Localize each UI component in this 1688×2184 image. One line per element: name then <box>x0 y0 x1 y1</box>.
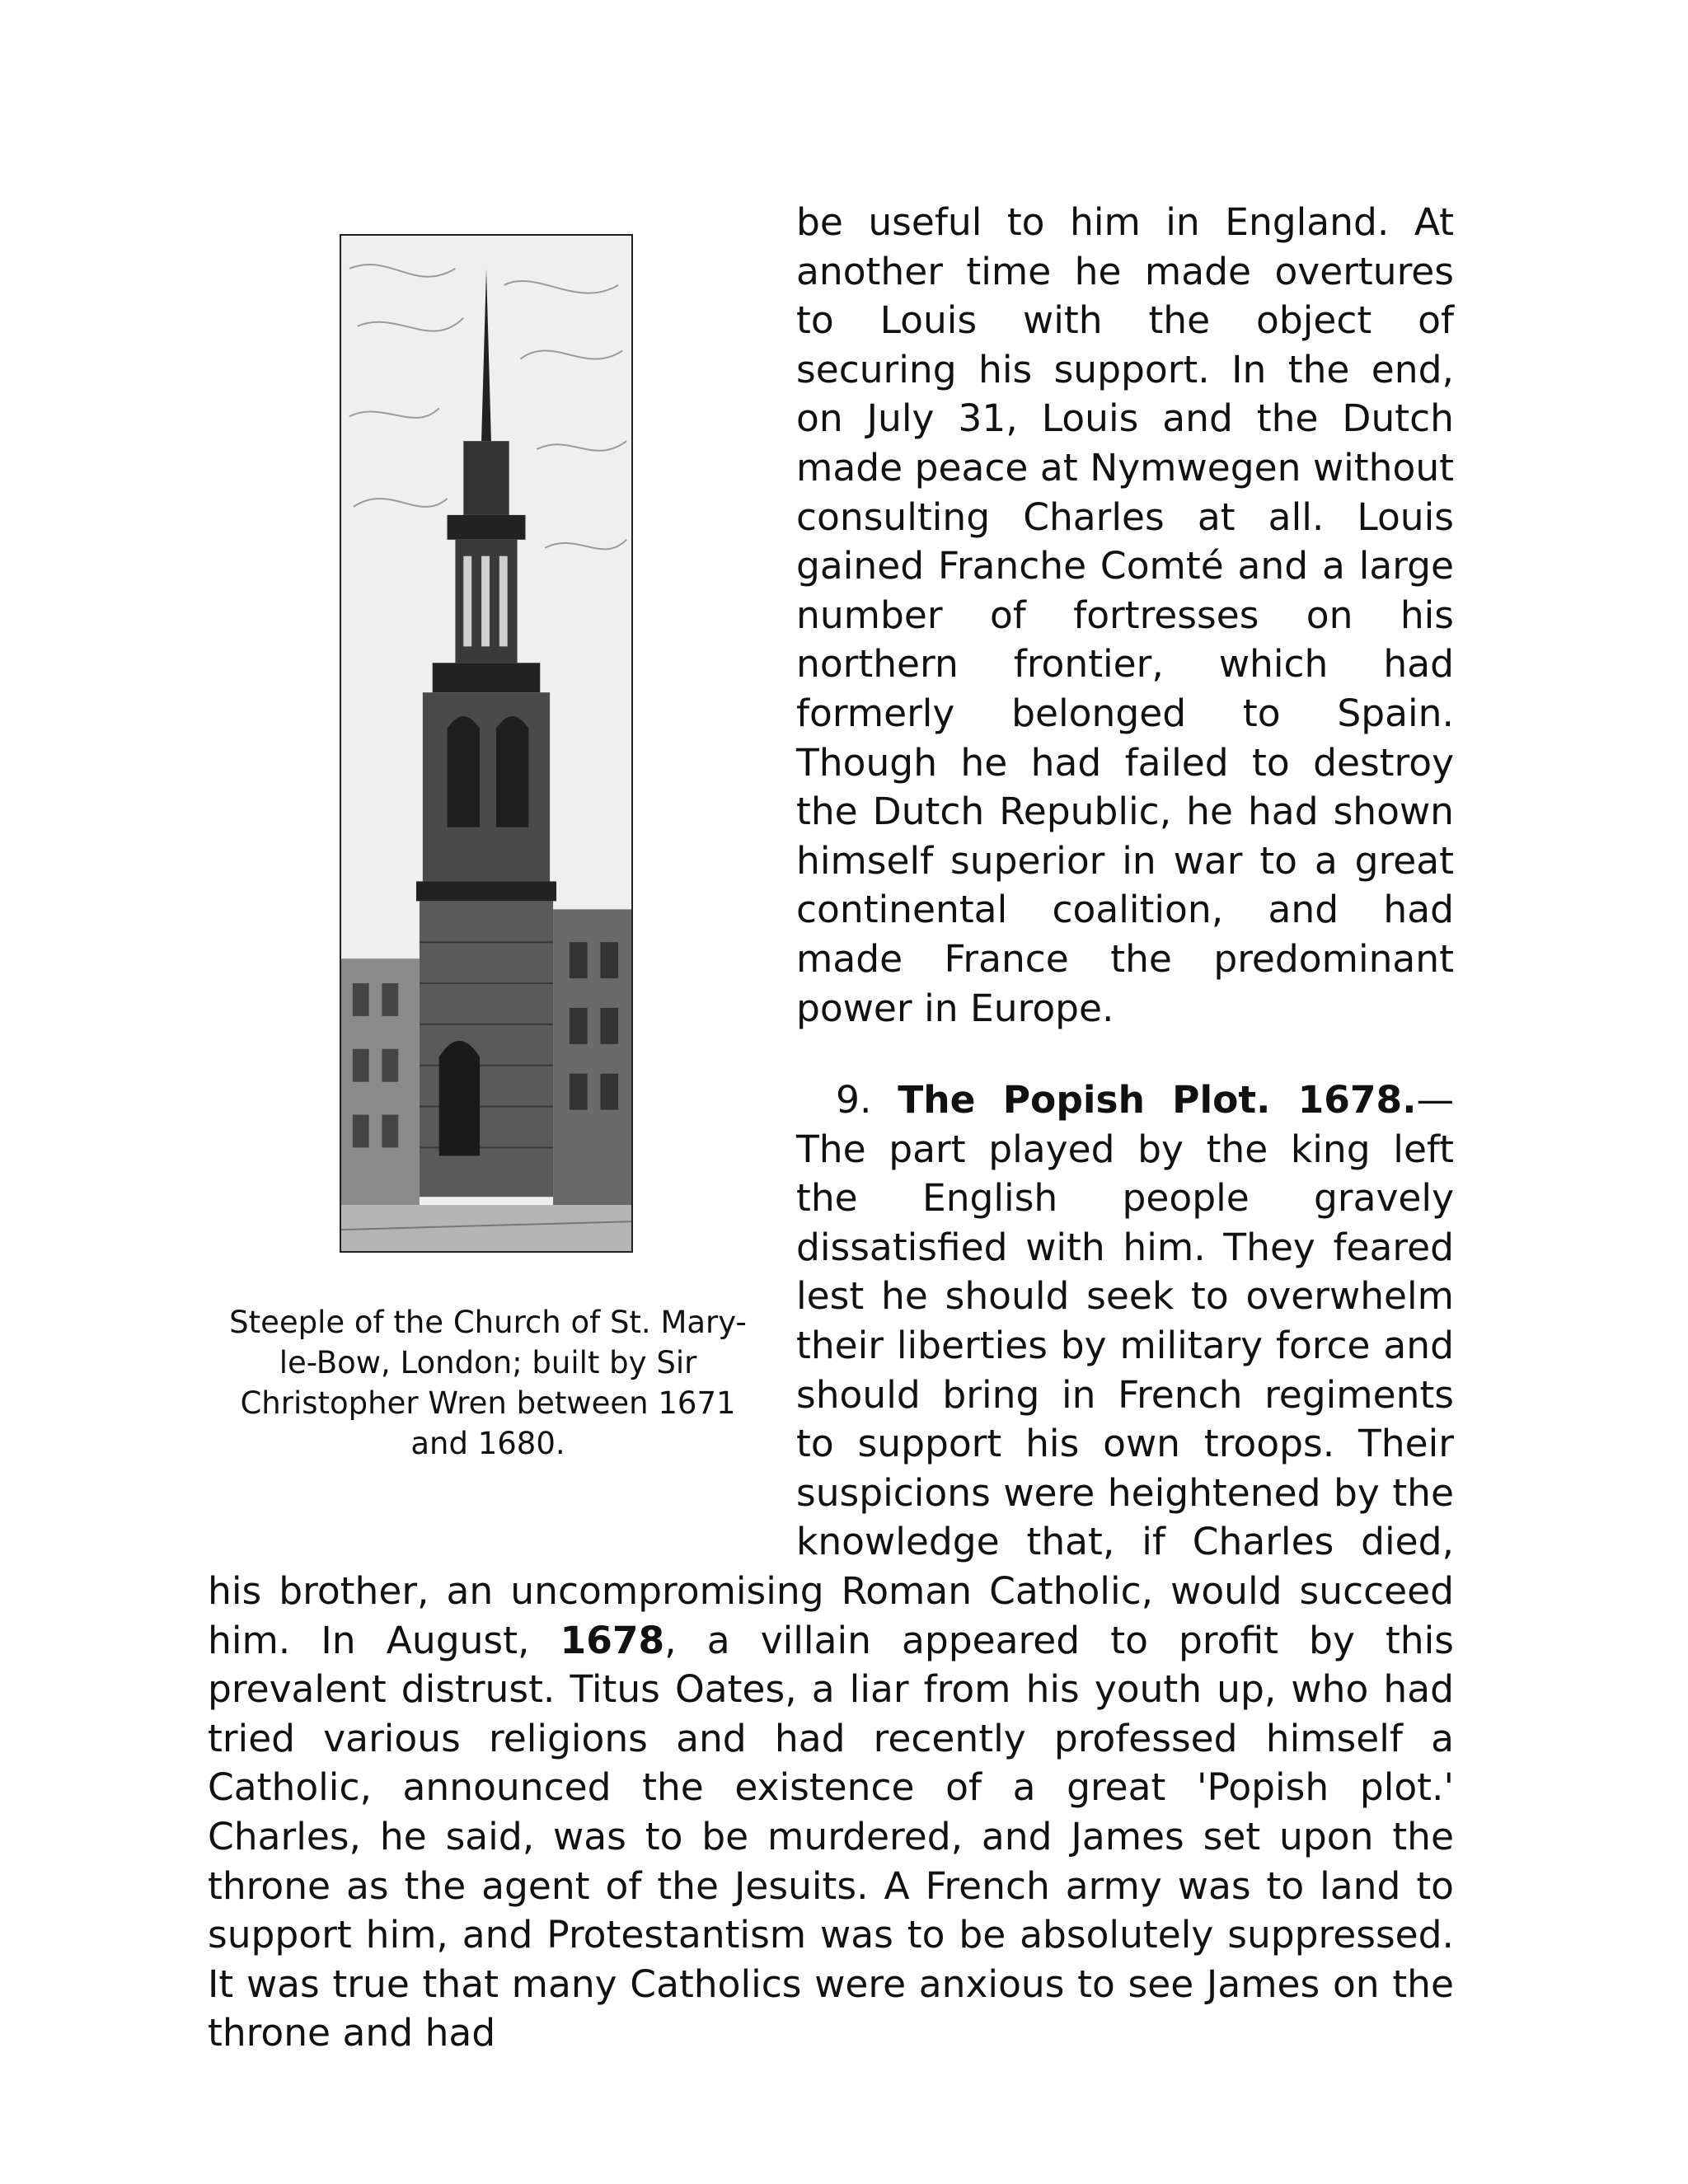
paragraph-text-a: The part played by the king left the English people gravely dissatisfied with him. They feared lest he should seek to overwhelm their liberties by military force and should bring in French regiments to support his own troops. Their suspicions were heightened by the knowledge that, if Charles died, his brother, an uncompromising Roman Catholic, would succeed him. In August, <box>208 1127 1454 1662</box>
figure-block <box>208 198 768 1558</box>
heading-dash: — <box>1416 1078 1454 1122</box>
section-number: 9. <box>836 1078 872 1122</box>
steeple-engraving <box>341 236 631 1251</box>
paragraph-text-b: , a villain appeared to profit by this prevalent distrust. Titus Oates, a liar from his youth up, who had tried various religions and had recently professed himself a Catholic, announced the existence of a great 'Popish plot.' Charles, he said, was to be murdered, and James set upon the throne as the agent of the Jesuits. A French army was to land to support him, and Protestantism was to be absolutely suppressed. It was true that many Catholics were anxious to see James on the throne and had <box>208 1618 1454 2055</box>
steeple-illustration <box>340 234 633 1253</box>
figure-caption: Steeple of the Church of St. Mary-le-Bow, London; built by Sir Christopher Wren between 1671 and 1680. <box>229 1305 747 1461</box>
paragraph-continuation: be useful to him in England. At another time he made overtures to Louis with the object of securing his support. In the end, on July 31, Louis and the Dutch made peace at Nymwegen without consulting Charles at all. Louis gained Franche Comté and a large number of fortresses on his northern frontier, which had formerly belonged to Spain. Though he had failed to destroy the Dutch Republic, he had shown himself superior in war to a great continental coalition, and had made France the predominant power in Europe. <box>796 200 1454 1030</box>
bold-year: 1678 <box>560 1618 665 1662</box>
body-text <box>208 198 1454 2058</box>
section-heading: The Popish Plot. 1678. <box>898 1078 1417 1122</box>
